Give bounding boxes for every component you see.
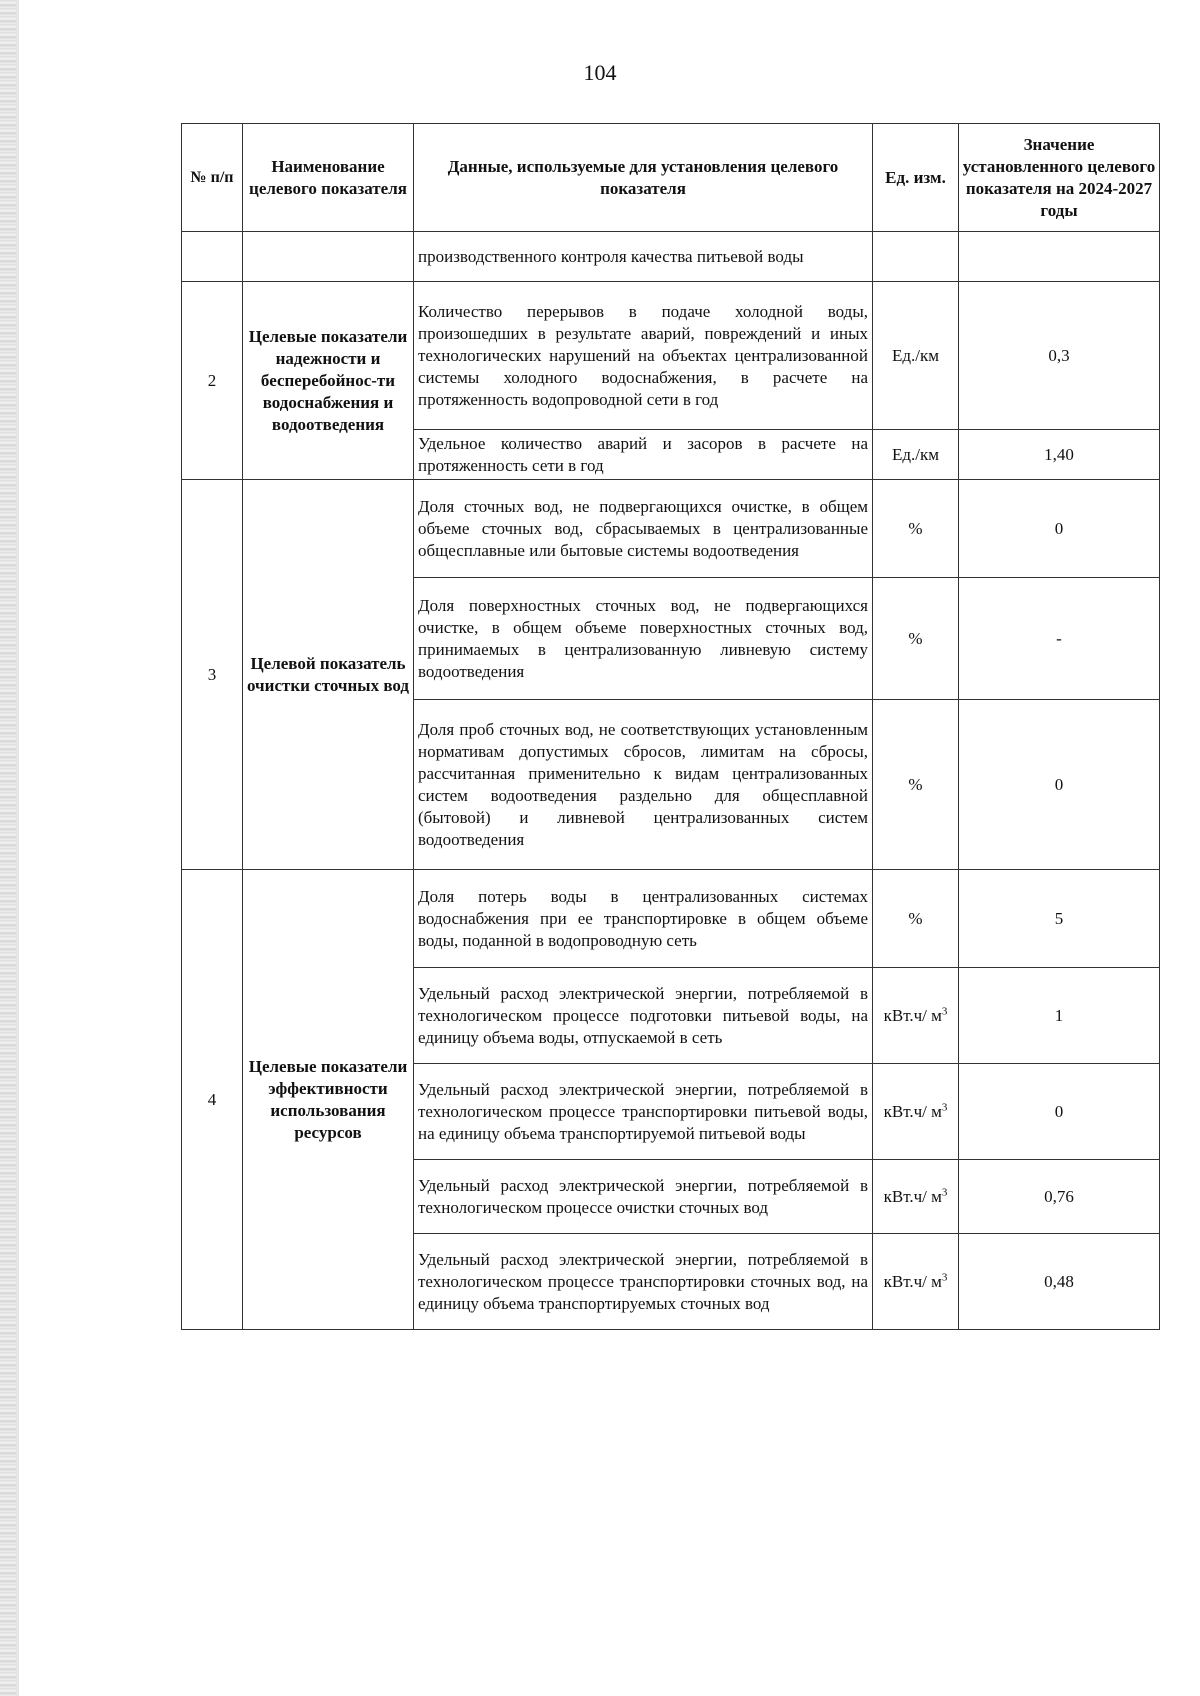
cell-data: Удельный расход электрической энергии, потребляемой в технологическом процессе транспортировки питьевой воды, на единицу объема транспортируемой питьевой воды [414,1064,873,1160]
cell-value: 1 [959,968,1160,1064]
unit-sup: 3 [941,1185,948,1198]
cell-value [959,232,1160,282]
cell-unit [873,1064,959,1160]
cell-data: Доля сточных вод, не подвергающихся очистке, в общем объеме сточных вод, сбрасываемых в централизованные общесплавные или бытовые системы водоотведения [414,480,873,578]
table-row [182,480,1160,578]
unit-base: кВт.ч/ м [883,1186,942,1206]
cell-unit: Ед./км [873,282,959,430]
cell-data: Удельное количество аварий и засоров в расчете на протяженность сети в год [414,430,873,480]
cell-unit: % [873,578,959,700]
group2-num: 2 [182,282,243,480]
cell-unit: % [873,870,959,968]
cell-data: Удельный расход электрической энергии, потребляемой в технологическом процессе подготовки питьевой воды, на единицу объема воды, отпускаемой в сеть [414,968,873,1064]
cell-data: производственного контроля качества питьевой воды [414,232,873,282]
header-value: Значение установленного целевого показателя на 2024-2027 годы [959,124,1160,232]
cell-unit: Ед./км [873,430,959,480]
cell-data: Доля проб сточных вод, не соответствующих установленным нормативам допустимых сбросов, лимитам на сбросы, рассчитанная применительно к видам централизованных систем водоотведения раздельно для общесплавной (бытовой) и ливневой централизованных систем водоотведения [414,700,873,870]
unit-base: кВт.ч/ м [883,1101,942,1121]
cell-unit [873,1160,959,1234]
unit-sup: 3 [941,1270,948,1283]
cell-data: Удельный расход электрической энергии, потребляемой в технологическом процессе транспортировки сточных вод, на единицу объема транспортируемых сточных вод [414,1234,873,1330]
cell-value: 0,76 [959,1160,1160,1234]
table-row [182,232,1160,282]
header-name: Наименование целевого показателя [243,124,414,232]
group3-num: 3 [182,480,243,870]
table-header-row [182,124,1160,232]
group4-name: Целевые показатели эффективности использования ресурсов [243,870,414,1330]
cell-unit [873,968,959,1064]
cell-data: Доля поверхностных сточных вод, не подвергающихся очистке, в общем объеме поверхностных сточных вод, принимаемых в централизованную ливневую систему водоотведения [414,578,873,700]
unit-base: кВт.ч/ м [883,1005,942,1025]
group3-name: Целевой показатель очистки сточных вод [243,480,414,870]
header-unit: Ед. изм. [873,124,959,232]
cell-unit: % [873,480,959,578]
cell-unit [873,232,959,282]
group4-num: 4 [182,870,243,1330]
unit-sup: 3 [941,1100,948,1113]
cell-value: 0 [959,480,1160,578]
group2-name: Целевые показатели надежности и бесперебойнос-ти водоснабжения и водоотведения [243,282,414,480]
cell-value: 0 [959,700,1160,870]
cell-unit [873,1234,959,1330]
cell-value: 5 [959,870,1160,968]
cell-value: 0,48 [959,1234,1160,1330]
cell-num [182,232,243,282]
cell-data: Количество перерывов в подаче холодной воды, произошедших в результате аварий, повреждений и иных технологических нарушений на объектах централизованной системы холодного водоснабжения, в расчете на протяженность водопроводной сети в год [414,282,873,430]
cell-value: - [959,578,1160,700]
cell-unit: % [873,700,959,870]
table-row [182,282,1160,430]
header-num: № п/п [182,124,243,232]
scan-edge-artifact [0,0,16,1696]
table-row [182,870,1160,968]
cell-data: Доля потерь воды в централизованных системах водоснабжения при ее транспортировке в общем объеме воды, поданной в водопроводную сеть [414,870,873,968]
cell-value: 0 [959,1064,1160,1160]
scan-edge-line [16,0,19,1696]
target-indicators-table [181,123,1160,1330]
cell-data: Удельный расход электрической энергии, потребляемой в технологическом процессе очистки сточных вод [414,1160,873,1234]
unit-sup: 3 [941,1004,948,1017]
page-number: 104 [583,60,617,85]
cell-value: 0,3 [959,282,1160,430]
cell-name [243,232,414,282]
unit-base: кВт.ч/ м [883,1271,942,1291]
header-data: Данные, используемые для установления целевого показателя [414,124,873,232]
cell-value: 1,40 [959,430,1160,480]
